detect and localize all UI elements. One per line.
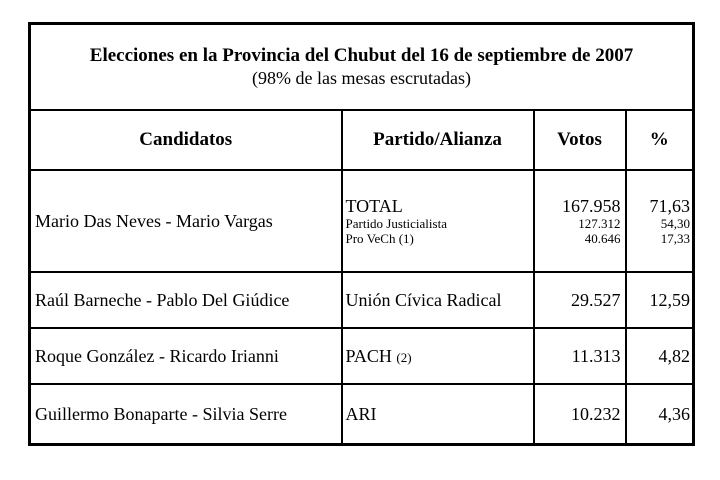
header-candidates: Candidatos (30, 110, 342, 170)
party-cell (342, 328, 534, 384)
header-party: Partido/Alianza (342, 110, 534, 170)
header-row (30, 110, 694, 170)
party-sub-label: Partido Justicialista (345, 216, 447, 231)
percent-total: 71,63 (649, 196, 690, 216)
party-sub-label-2 (346, 231, 533, 246)
percent-sub-2: 17,33 (660, 231, 690, 246)
footnote-ref: (1) (398, 231, 414, 246)
candidates-cell: Raúl Barneche - Pablo Del Giúdice (30, 272, 342, 328)
votes-cell: 11.313 (534, 328, 626, 384)
votes-sub: 127.312 (578, 216, 621, 231)
party-cell (342, 384, 534, 445)
party-cell (342, 170, 534, 272)
percent-cell (626, 170, 694, 272)
table-row (30, 328, 694, 384)
party-total-label: TOTAL (345, 196, 403, 216)
title-cell (30, 24, 694, 111)
table-title: Elecciones en la Provincia del Chubut del 16 de septiembre de 2007 (89, 45, 634, 66)
footnote-ref: (2) (396, 349, 412, 365)
votes-cell: 10.232 (534, 384, 626, 445)
candidates-cell: Guillermo Bonaparte - Silvia Serre (30, 384, 342, 445)
header-percent: % (626, 110, 694, 170)
party-name: PACH (345, 345, 392, 366)
percent-cell: 4,36 (626, 384, 694, 445)
table-row (30, 272, 694, 328)
table-subtitle: (98% de las mesas escrutadas) (252, 68, 471, 88)
percent-cell: 12,59 (626, 272, 694, 328)
header-votes: Votos (534, 110, 626, 170)
candidates-cell: Mario Das Neves - Mario Vargas (30, 170, 342, 272)
votes-total: 167.958 (562, 196, 621, 216)
table-row (30, 384, 694, 445)
candidates-cell: Roque González - Ricardo Irianni (30, 328, 342, 384)
votes-sub-2: 40.646 (584, 231, 621, 246)
votes-cell: 29.527 (534, 272, 626, 328)
party-cell (342, 272, 534, 328)
table-row (30, 170, 694, 272)
party-sub-name: Pro VeCh (345, 231, 396, 246)
results-table (28, 22, 695, 446)
votes-cell (534, 170, 626, 272)
percent-sub: 54,30 (660, 216, 690, 231)
party-name: ARI (345, 403, 377, 424)
percent-cell: 4,82 (626, 328, 694, 384)
party-name: Unión Cívica Radical (345, 289, 502, 310)
